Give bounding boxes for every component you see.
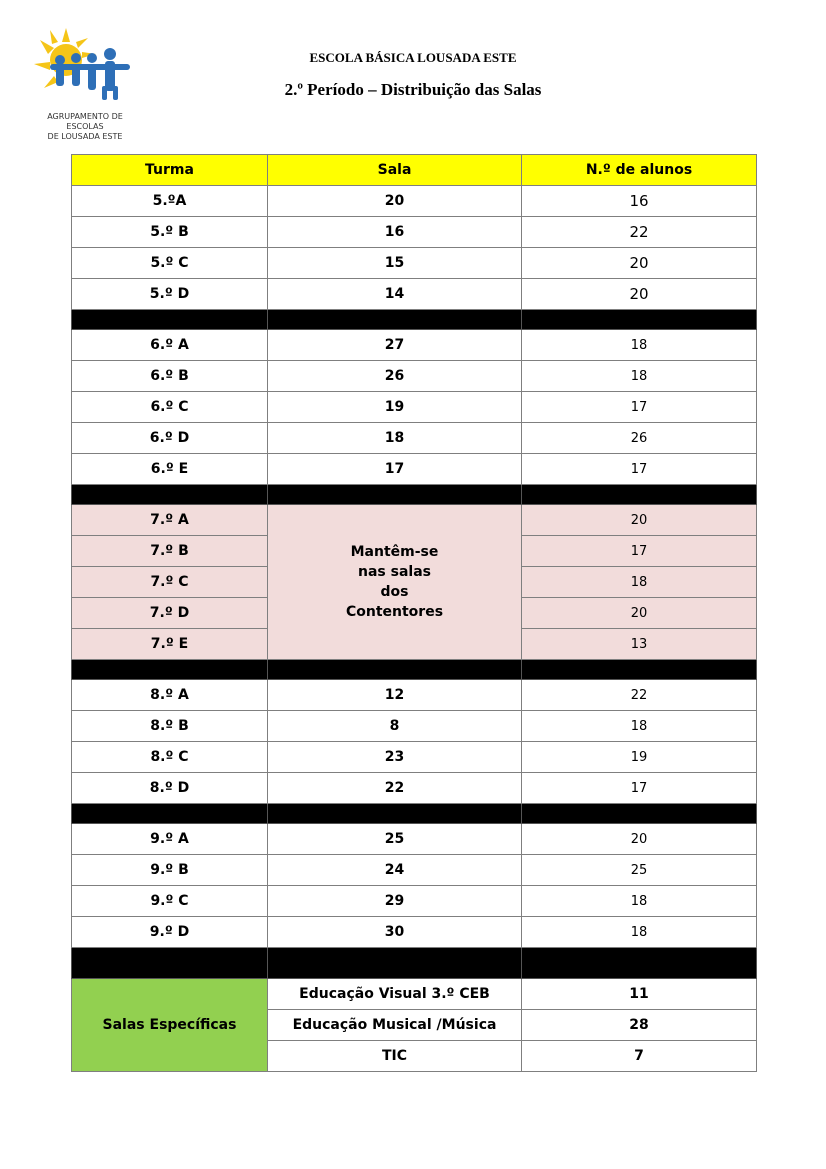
table-row <box>72 279 757 310</box>
turma-cell: 6.º B <box>72 361 268 392</box>
alunos-cell: 16 <box>522 186 757 217</box>
school-name: ESCOLA BÁSICA LOUSADA ESTE <box>309 50 517 65</box>
alunos-cell: 25 <box>522 855 757 886</box>
header-alunos: N.º de alunos <box>522 155 757 186</box>
contentores-note <box>268 505 522 660</box>
turma-cell: 7.º B <box>72 536 268 567</box>
note-line-4: Contentores <box>345 604 444 620</box>
separator-row <box>72 485 757 505</box>
sala-cell: 12 <box>268 680 522 711</box>
sala-cell: 30 <box>268 917 522 948</box>
header-turma: Turma <box>72 155 268 186</box>
table-row <box>72 680 757 711</box>
sala-cell: 26 <box>268 361 522 392</box>
sala-cell: 24 <box>268 855 522 886</box>
alunos-cell: 18 <box>522 711 757 742</box>
specific-room-name: Educação Visual 3.º CEB <box>268 979 522 1010</box>
turma-cell: 7.º A <box>72 505 268 536</box>
alunos-cell: 22 <box>522 680 757 711</box>
alunos-cell: 18 <box>522 886 757 917</box>
alunos-cell: 20 <box>522 598 757 629</box>
table-row <box>72 186 757 217</box>
agrupamento-logo-icon <box>30 24 140 114</box>
turma-cell: 9.º D <box>72 917 268 948</box>
specific-room-sala: 11 <box>522 979 757 1010</box>
specific-room-sala: 28 <box>522 1010 757 1041</box>
table-row <box>72 773 757 804</box>
alunos-cell: 20 <box>522 505 757 536</box>
turma-cell: 5.º C <box>72 248 268 279</box>
separator-row <box>72 804 757 824</box>
note-line-3: dos <box>380 584 409 600</box>
alunos-cell: 20 <box>522 279 757 310</box>
sala-cell: 18 <box>268 423 522 454</box>
turma-cell: 9.º B <box>72 855 268 886</box>
specific-room-name: Educação Musical /Música <box>268 1010 522 1041</box>
turma-cell: 7.º E <box>72 629 268 660</box>
table-row <box>72 361 757 392</box>
turma-cell: 5.º B <box>72 217 268 248</box>
sala-cell: 27 <box>268 330 522 361</box>
separator-row <box>72 310 757 330</box>
turma-cell: 6.º E <box>72 454 268 485</box>
sala-cell: 8 <box>268 711 522 742</box>
table-row <box>72 248 757 279</box>
page-title: 2.º Período – Distribuição das Salas <box>284 80 542 99</box>
turma-cell: 6.º C <box>72 392 268 423</box>
alunos-cell: 17 <box>522 392 757 423</box>
turma-cell: 8.º B <box>72 711 268 742</box>
logo-caption <box>30 112 140 142</box>
sala-cell: 29 <box>268 886 522 917</box>
table-row <box>72 217 757 248</box>
table-row <box>72 423 757 454</box>
sala-cell: 23 <box>268 742 522 773</box>
alunos-cell: 17 <box>522 454 757 485</box>
specific-rooms-label: Salas Específicas <box>72 979 268 1072</box>
table-row <box>72 886 757 917</box>
turma-cell: 7.º C <box>72 567 268 598</box>
table-row <box>72 454 757 485</box>
alunos-cell: 17 <box>522 773 757 804</box>
alunos-cell: 18 <box>522 361 757 392</box>
alunos-cell: 18 <box>522 567 757 598</box>
turma-cell: 5.ºA <box>72 186 268 217</box>
table-row <box>72 711 757 742</box>
sala-cell: 16 <box>268 217 522 248</box>
school-logo <box>30 24 140 154</box>
alunos-cell: 20 <box>522 824 757 855</box>
header-sala: Sala <box>268 155 522 186</box>
alunos-cell: 13 <box>522 629 757 660</box>
sala-cell: 22 <box>268 773 522 804</box>
sala-cell: 15 <box>268 248 522 279</box>
table-row <box>72 855 757 886</box>
alunos-cell: 18 <box>522 917 757 948</box>
sala-cell: 17 <box>268 454 522 485</box>
separator-row <box>72 660 757 680</box>
alunos-cell: 19 <box>522 742 757 773</box>
alunos-cell: 18 <box>522 330 757 361</box>
specific-room-sala: 7 <box>522 1041 757 1072</box>
turma-cell: 9.º C <box>72 886 268 917</box>
logo-line-3: DE LOUSADA ESTE <box>47 132 123 141</box>
logo-line-1: AGRUPAMENTO DE <box>47 112 123 121</box>
turma-cell: 6.º D <box>72 423 268 454</box>
turma-cell: 6.º A <box>72 330 268 361</box>
turma-cell: 8.º D <box>72 773 268 804</box>
table-row <box>72 824 757 855</box>
turma-cell: 7.º D <box>72 598 268 629</box>
sala-cell: 19 <box>268 392 522 423</box>
note-line-1: Mantêm-se <box>350 544 439 560</box>
alunos-cell: 20 <box>522 248 757 279</box>
sala-cell: 20 <box>268 186 522 217</box>
turma-cell: 9.º A <box>72 824 268 855</box>
table-row <box>72 330 757 361</box>
sala-cell: 25 <box>268 824 522 855</box>
turma-cell: 8.º A <box>72 680 268 711</box>
sala-cell: 14 <box>268 279 522 310</box>
specific-room-name: TIC <box>268 1041 522 1072</box>
alunos-cell: 17 <box>522 536 757 567</box>
table-row <box>72 392 757 423</box>
rooms-table <box>71 154 757 1072</box>
separator-row <box>72 948 757 979</box>
table-row <box>72 979 757 1010</box>
table-row <box>72 505 757 536</box>
turma-cell: 5.º D <box>72 279 268 310</box>
note-line-2: nas salas <box>358 564 431 580</box>
alunos-cell: 26 <box>522 423 757 454</box>
table-header-row <box>72 155 757 186</box>
table-row <box>72 917 757 948</box>
alunos-cell: 22 <box>522 217 757 248</box>
logo-line-2: ESCOLAS <box>66 122 104 131</box>
table-row <box>72 742 757 773</box>
turma-cell: 8.º C <box>72 742 268 773</box>
